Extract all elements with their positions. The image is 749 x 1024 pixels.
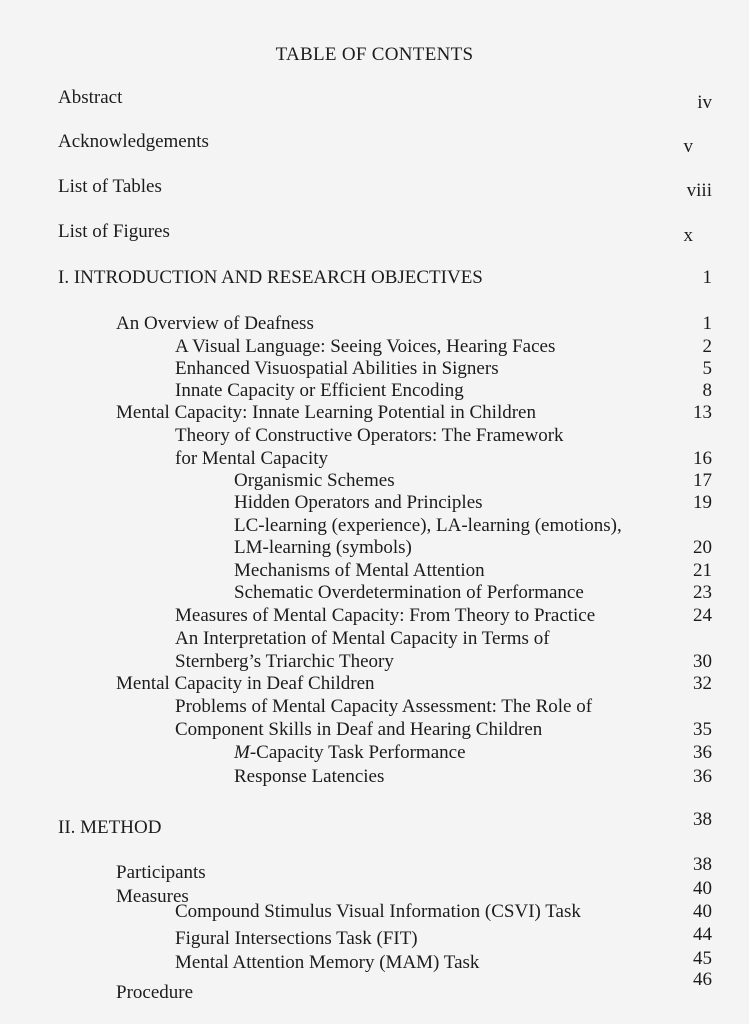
toc-entry-page: 17 bbox=[693, 470, 712, 491]
toc-entry-page: v bbox=[683, 136, 693, 157]
toc-entry-title: Innate Capacity or Efficient Encoding bbox=[175, 380, 464, 401]
toc-entry-title: Mental Capacity in Deaf Children bbox=[116, 673, 375, 694]
toc-entry-title: LC-learning (experience), LA-learning (emotions), bbox=[234, 515, 622, 536]
toc-entry bbox=[0, 765, 749, 791]
toc-entry-title-rest: -Capacity Task Performance bbox=[249, 742, 466, 763]
toc-entry bbox=[0, 741, 749, 767]
toc-entry-page: 40 bbox=[693, 901, 712, 922]
toc-entry-page: 1 bbox=[702, 313, 712, 334]
toc-entry-title: Response Latencies bbox=[234, 766, 385, 787]
toc-entry-title: I. INTRODUCTION AND RESEARCH OBJECTIVES bbox=[58, 267, 483, 288]
toc-entry-chapter-1 bbox=[0, 266, 749, 292]
toc-entry-title: Problems of Mental Capacity Assessment: The Role of bbox=[175, 696, 593, 717]
toc-entry-page: 35 bbox=[693, 719, 712, 740]
toc-entry-title: II. METHOD bbox=[58, 817, 162, 838]
toc-entry-title: A Visual Language: Seeing Voices, Hearing Faces bbox=[175, 336, 556, 357]
toc-entry-page: 38 bbox=[693, 854, 712, 875]
toc-entry bbox=[0, 900, 749, 926]
toc-entry-page: 45 bbox=[693, 948, 712, 969]
toc-entry-chapter-2 bbox=[0, 809, 749, 842]
toc-entry-title: Component Skills in Deaf and Hearing Children bbox=[175, 719, 543, 740]
toc-entry-page: 40 bbox=[693, 878, 712, 899]
toc-entry-page: x bbox=[683, 225, 693, 246]
toc-entry-title: An Overview of Deafness bbox=[116, 313, 314, 334]
toc-entry-title: An Interpretation of Mental Capacity in Terms of bbox=[175, 628, 550, 649]
toc-entry-title: Compound Stimulus Visual Information (CSVI) Task bbox=[175, 901, 581, 922]
toc-entry-title: LM-learning (symbols) bbox=[234, 537, 412, 558]
toc-entry-page: 30 bbox=[693, 651, 712, 672]
toc-entry-page: iv bbox=[697, 92, 712, 113]
toc-entry-page: 38 bbox=[693, 809, 712, 830]
toc-entry-title: Participants bbox=[116, 862, 206, 883]
page-title: TABLE OF CONTENTS bbox=[275, 44, 474, 65]
toc-entry-page: 19 bbox=[693, 492, 712, 513]
toc-entry bbox=[0, 969, 749, 1007]
toc-entry-title: Schematic Overdetermination of Performance bbox=[234, 582, 584, 603]
toc-entry-title: for Mental Capacity bbox=[175, 448, 329, 469]
toc-entry-page: 16 bbox=[693, 448, 712, 469]
toc-entry-title: Figural Intersections Task (FIT) bbox=[175, 928, 418, 949]
toc-entry-title: Acknowledgements bbox=[58, 131, 209, 152]
toc-entry-page: 46 bbox=[693, 969, 712, 990]
toc-entry-title: Mental Capacity: Innate Learning Potential in Children bbox=[116, 402, 536, 423]
toc-entry-title: Measures of Mental Capacity: From Theory to Practice bbox=[175, 605, 596, 626]
toc-entry-title: Organismic Schemes bbox=[234, 470, 395, 491]
toc-entry-page: 44 bbox=[693, 924, 712, 945]
toc-entry-title: Procedure bbox=[116, 982, 194, 1003]
toc-entry-title: Mechanisms of Mental Attention bbox=[234, 560, 485, 581]
toc-entry-page: 20 bbox=[693, 537, 712, 558]
toc-entry-page: 5 bbox=[702, 358, 712, 379]
toc-entry-title: Sternberg’s Triarchic Theory bbox=[175, 651, 394, 672]
toc-entry-page: 8 bbox=[702, 380, 712, 401]
toc-entry-title: Enhanced Visuospatial Abilities in Signers bbox=[175, 358, 499, 379]
toc-entry-page: 36 bbox=[693, 766, 712, 787]
toc-entry-page: 2 bbox=[702, 336, 712, 357]
toc-entry-page: 24 bbox=[693, 605, 712, 626]
toc-entry-abstract bbox=[0, 86, 749, 112]
toc-entry-list-of-figures bbox=[0, 220, 749, 246]
toc-entry-page: 32 bbox=[693, 673, 712, 694]
toc-entry-page: 21 bbox=[693, 560, 712, 581]
toc-entry-page: 13 bbox=[693, 402, 712, 423]
toc-entry bbox=[0, 924, 749, 953]
toc-entry-title: Measures bbox=[116, 886, 189, 907]
toc-entry-page: 36 bbox=[693, 742, 712, 763]
toc-entry-title: Theory of Constructive Operators: The Framework bbox=[175, 425, 564, 446]
toc-entry-title bbox=[234, 741, 466, 765]
toc-entry-title: List of Figures bbox=[58, 221, 170, 242]
toc-entry-title-italic: M bbox=[234, 742, 250, 763]
toc-entry-list-of-tables bbox=[0, 175, 749, 201]
toc-entry bbox=[0, 948, 749, 977]
toc-entry-page: 23 bbox=[693, 582, 712, 603]
toc-entry-page: viii bbox=[686, 180, 712, 201]
toc-entry-title: Abstract bbox=[58, 87, 123, 108]
toc-entry-title: Hidden Operators and Principles bbox=[234, 492, 483, 513]
toc-entry-title: Mental Attention Memory (MAM) Task bbox=[175, 952, 480, 973]
toc-entry-page: 1 bbox=[702, 267, 712, 288]
toc-entry-acknowledgements bbox=[0, 130, 749, 156]
toc-entry-title: List of Tables bbox=[58, 176, 162, 197]
toc-entry bbox=[0, 854, 749, 887]
